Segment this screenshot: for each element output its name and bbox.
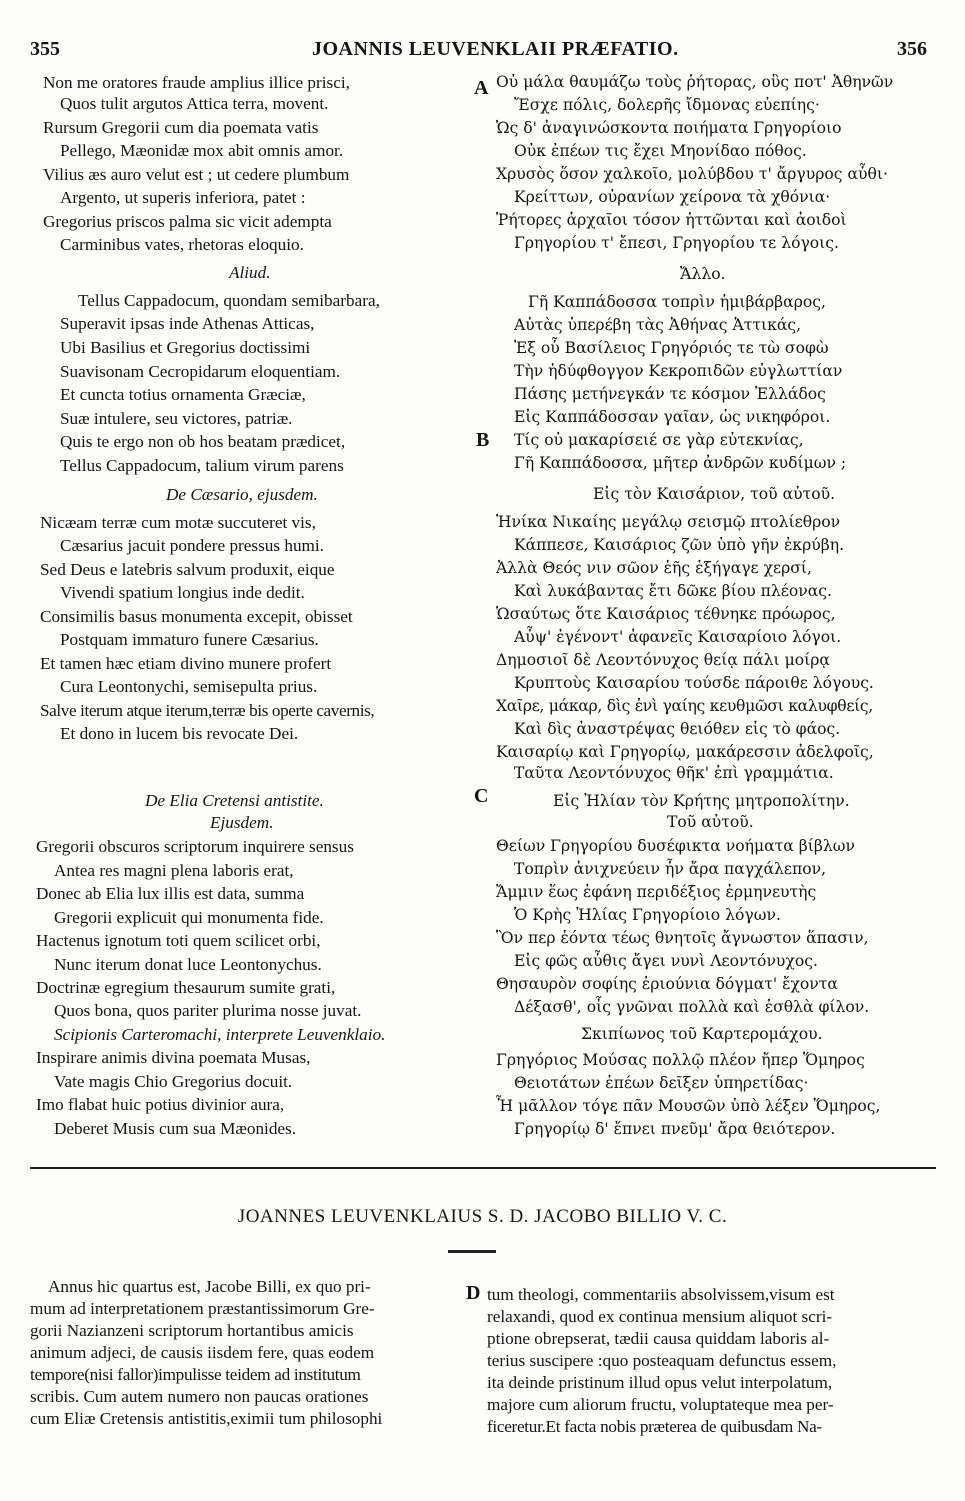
verse-line: Suæ intulere, seu victores, patriæ. [60,409,293,428]
verse-line: Κάππεσε, Καισάριος ζῶν ὑπὸ γῆν ἐκρύβη. [514,536,845,554]
verse-line: Καὶ λυκάβαντας ἔτι δῶκε βίου πλέονας. [514,582,832,600]
section-heading: Ἄλλο. [680,265,726,283]
verse-line: Ἄμμιν ἕως ἐφάνη περιδέξιος ἑρμηνευτὴς [496,883,817,901]
verse-line: Τίς οὐ μακαρίσειέ σε γὰρ εὐτεκνίας, [514,431,804,449]
verse-line: Carminibus vates, rhetoras eloquio. [60,235,304,254]
verse-line: Θησαυρὸν σοφίης ἐριούνια δόγματ' ἔχοντα [496,975,838,993]
verse-line: Inspirare animis divina poemata Musas, [36,1048,311,1067]
prose-line: animum adjeci, de causis iisdem fere, quas eodem [30,1343,375,1362]
running-title: JOANNIS LEUVENKLAII PRÆFATIO. [312,38,679,60]
verse-line: Γρηγορίῳ δ' ἔπνει πνεῦμ' ἄρα θειότερον. [514,1120,836,1138]
verse-line: Argento, ut superis inferiora, patet : [60,188,306,207]
verse-line: Χρυσὸς ὅσον χαλκοῖο, μολύβδου τ' ἄργυρος αὖθι· [496,165,888,183]
letter-title: JOANNES LEUVENKLAIUS S. D. JACOBO BILLIO V. C. [237,1206,728,1227]
section-subheading: Τοῦ αὐτοῦ. [667,813,754,831]
verse-line: Δέξασθ', οἷς γνῶναι πολλὰ καὶ ἐσθλὰ φίλον. [514,998,870,1016]
verse-line: Ταῦτα Λεοντόνυχος θῆκ' ἐπὶ γραμμάτια. [514,764,834,782]
verse-line: Et dono in lucem bis revocate Dei. [60,724,299,743]
verse-line: Gregorii obscuros scriptorum inquirere sensus [36,837,354,856]
verse-line: Gregorius priscos palma sic vicit adempta [43,212,332,231]
margin-letter-a: A [474,77,489,99]
prose-line: ita deinde pristinum illud opus velut interpolatum, [487,1373,833,1392]
verse-line: Imo flabat huic potius divinior aura, [36,1095,285,1114]
verse-line: Ubi Basilius et Gregorius doctissimi [60,338,311,357]
page-number-right: 356 [897,38,927,60]
verse-line: Τὴν ἡδύφθογγον Κεκροπιδῶν εὐγλωττίαν [514,362,843,380]
verse-line: Ἀλλὰ Θεός νιν σῶον ἑῆς ἐξήγαγε χερσί, [496,559,812,577]
verse-line: Quis te ergo non ob hos beatam prædicet, [60,432,346,451]
verse-line: Θείων Γρηγορίου δυσέφικτα νοήματα βίβλων [496,837,855,855]
verse-line: Sed Deus e latebris salvum produxit, eique [40,560,335,579]
verse-line: Gregorii explicuit qui monumenta fide. [54,908,324,927]
prose-line: cum Eliæ Cretensis antistitis,eximii tum philosophi [30,1409,383,1428]
verse-line: Antea res magni plena laboris erat, [54,861,294,880]
verse-line: Rursum Gregorii cum dia poemata vatis [43,118,319,137]
verse-line: Ὃν περ ἐόντα τέως θνητοῖς ἄγνωστον ἅπασιν, [496,929,869,947]
verse-line: Ὡσαύτως ὅτε Καισάριος τέθνηκε πρόωρος, [496,605,836,623]
verse-line: Quos bona, quos pariter plurima nosse juvat. [54,1001,362,1020]
verse-line: Καὶ δὶς ἀναστρέψας θειόθεν εἰς τὸ φάος. [514,720,841,738]
verse-line: Tellus Cappadocum, talium virum parens [60,456,344,475]
verse-line: Ῥήτορες ἀρχαῖοι τόσον ἡττῶνται καὶ ἀοιδοὶ [496,211,847,229]
verse-line: Tellus Cappadocum, quondam semibarbara, [78,291,380,310]
section-subheading: Ejusdem. [210,813,274,832]
prose-line: scribis. Cum autem numero non paucas orationes [30,1387,369,1406]
verse-line: Εἰς Καππάδοσσαν γαῖαν, ὡς νικηφόροι. [514,408,831,426]
verse-line: Οὐ μάλα θαυμάζω τοὺς ῥήτορας, οὓς ποτ' Ἀθηνῶν [496,73,894,91]
verse-line: Ὁ Κρὴς Ἠλίας Γρηγορίοιο λόγων. [514,906,781,924]
verse-line: Γῆ Καππάδοσσα, μῆτερ ἀνδρῶν κυδίμων ; [514,454,847,472]
verse-line: Ἐξ οὗ Βασίλειος Γρηγόριός τε τὼ σοφὼ [514,339,829,357]
verse-line: Postquam immaturo funere Cæsarius. [60,630,319,649]
verse-line: Et cuncta totius ornamenta Græciæ, [60,385,306,404]
verse-line: Αὖψ' ἐγένοντ' ἀφανεῖς Καισαρίοιο λόγοι. [514,628,842,646]
prose-line: ficeretur.Et facta nobis præterea de quibusdam Na- [487,1417,822,1436]
verse-line: Πάσης μετήνεγκάν τε κόσμον Ἑλλάδος [514,385,826,403]
verse-line: Superavit ipsas inde Athenas Atticas, [60,314,315,333]
prose-line: ptione obrepserat, tædii causa quiddam laboris al- [487,1329,830,1348]
verse-line: Κρυπτοὺς Καισαρίου τούσδε πάροιθε λόγους. [514,674,874,692]
verse-line: Suavisonam Cecropidarum eloquentiam. [60,362,341,381]
section-heading: De Cæsario, ejusdem. [166,485,318,504]
verse-line: Δημοσιοῖ δὲ Λεοντόνυχος θείᾳ πάλι μοίρᾳ [496,651,830,669]
verse-line: Hactenus ignotum toti quem scilicet orbi, [36,931,321,950]
verse-line: Vivendi spatium longius inde dedit. [60,583,305,602]
section-heading: De Elia Cretensi antistite. [145,791,324,810]
verse-line: Cura Leontonychi, semisepulta prius. [60,677,318,696]
verse-line: Pellego, Mæonidæ mox abit omnis amor. [60,141,344,160]
section-divider-rule [30,1167,936,1169]
prose-line: Annus hic quartus est, Jacobe Billi, ex quo pri- [48,1277,371,1296]
verse-line: Καισαρίῳ καὶ Γρηγορίῳ, μακάρεσσιν ἀδελφοῖς, [496,743,874,761]
section-heading: Εἰς Ἠλίαν τὸν Κρήτης μητροπολίτην. [553,792,850,810]
verse-line: Γρηγόριος Μούσας πολλῷ πλέον ἤπερ Ὅμηρος [496,1051,865,1069]
margin-letter-b: B [476,429,490,451]
verse-line: Ἡνίκα Νικαίης μεγάλῳ σεισμῷ πτολίεθρον [496,513,841,531]
verse-line: Χαῖρε, μάκαρ, δὶς ἐνὶ γαίης κευθμῶσι καλυφθείς, [496,697,874,715]
verse-line: Consimilis basus monumenta excepit, obisset [40,607,353,626]
prose-line: gorii Nazianzeni scriptorum hortantibus amicis [30,1321,354,1340]
verse-line: Γῆ Καππάδοσσα τοπρὶν ἡμιβάρβαρος, [528,293,826,311]
verse-line: Quos tulit argutos Attica terra, movent. [60,94,329,113]
verse-line: Εἰς φῶς αὖθις ἄγει νυνὶ Λεοντόνυχος. [514,952,818,970]
prose-line: relaxandi, quod ex continua mensium aliquot scri- [487,1307,833,1326]
verse-line: Γρηγορίου τ' ἔπεσι, Γρηγορίου τε λόγοις. [514,234,839,252]
prose-line: terius suscipere :quo posteaquam defunctus essem, [487,1351,837,1370]
prose-line: tempore(nisi fallor)impulisse teidem ad institutum [30,1365,361,1384]
verse-line: Cæsarius jacuit pondere pressus humi. [60,536,324,555]
verse-line: Ἔσχε πόλις, δολερῆς ἴδμονας εὐεπίης· [514,96,820,114]
section-heading: Scipionis Carteromachi, interprete Leuvenklaio. [54,1025,386,1044]
verse-line: Salve iterum atque iterum,terræ bis operte cavernis, [40,701,375,720]
prose-line: mum ad interpretationem præstantissimorum Gre- [30,1299,375,1318]
verse-line: Non me oratores fraude amplius illice prisci, [43,73,350,92]
verse-line: Nunc iterum donat luce Leontonychus. [54,955,322,974]
verse-line: Θειοτάτων ἐπέων δεῖξεν ὑπηρετίδας· [514,1074,809,1092]
margin-letter-c: C [474,785,489,807]
verse-line: Deberet Musis cum sua Mæonides. [54,1119,297,1138]
verse-line: Doctrinæ egregium thesaurum sumite grati, [36,978,336,997]
verse-line: Ἦ μᾶλλον τόγε πᾶν Μουσῶν ὑπὸ λέξεν Ὅμηρος, [496,1097,881,1115]
section-heading: Σκιπίωνος τοῦ Καρτερομάχου. [581,1025,823,1043]
verse-line: Οὐκ ἐπέων τις ἔχει Μηονίδαο πόθος. [514,142,807,160]
verse-line: Αὐτὰς ὑπερέβη τὰς Ἀθήνας Ἀττικάς, [514,316,802,334]
verse-line: Vate magis Chio Gregorius docuit. [54,1072,293,1091]
verse-line: Τοπρὶν ἀνιχνεύειν ἦν ἄρα παγχάλεπον, [514,860,827,878]
verse-line: Κρείττων, οὐρανίων χείρονα τὰ χθόνια· [514,188,831,206]
section-heading: Εἰς τὸν Καισάριον, τοῦ αὐτοῦ. [593,485,836,503]
verse-line: Ὡς δ' ἀναγινώσκοντα ποιήματα Γρηγορίοιο [496,119,842,137]
verse-line: Donec ab Elia lux illis est data, summa [36,884,305,903]
title-underline-rule [448,1250,496,1253]
page-number-left: 355 [30,38,60,60]
section-heading: Aliud. [229,263,271,282]
verse-line: Vilius æs auro velut est ; ut cedere plumbum [43,165,350,184]
prose-line: majore cum aliorum fructu, voluptateque mea per- [487,1395,834,1414]
verse-line: Nicæam terræ cum motæ succuteret vis, [40,513,316,532]
margin-letter-d: D [466,1282,481,1304]
verse-line: Et tamen hæc etiam divino munere profert [40,654,332,673]
prose-line: tum theologi, commentariis absolvissem,visum est [487,1285,835,1304]
